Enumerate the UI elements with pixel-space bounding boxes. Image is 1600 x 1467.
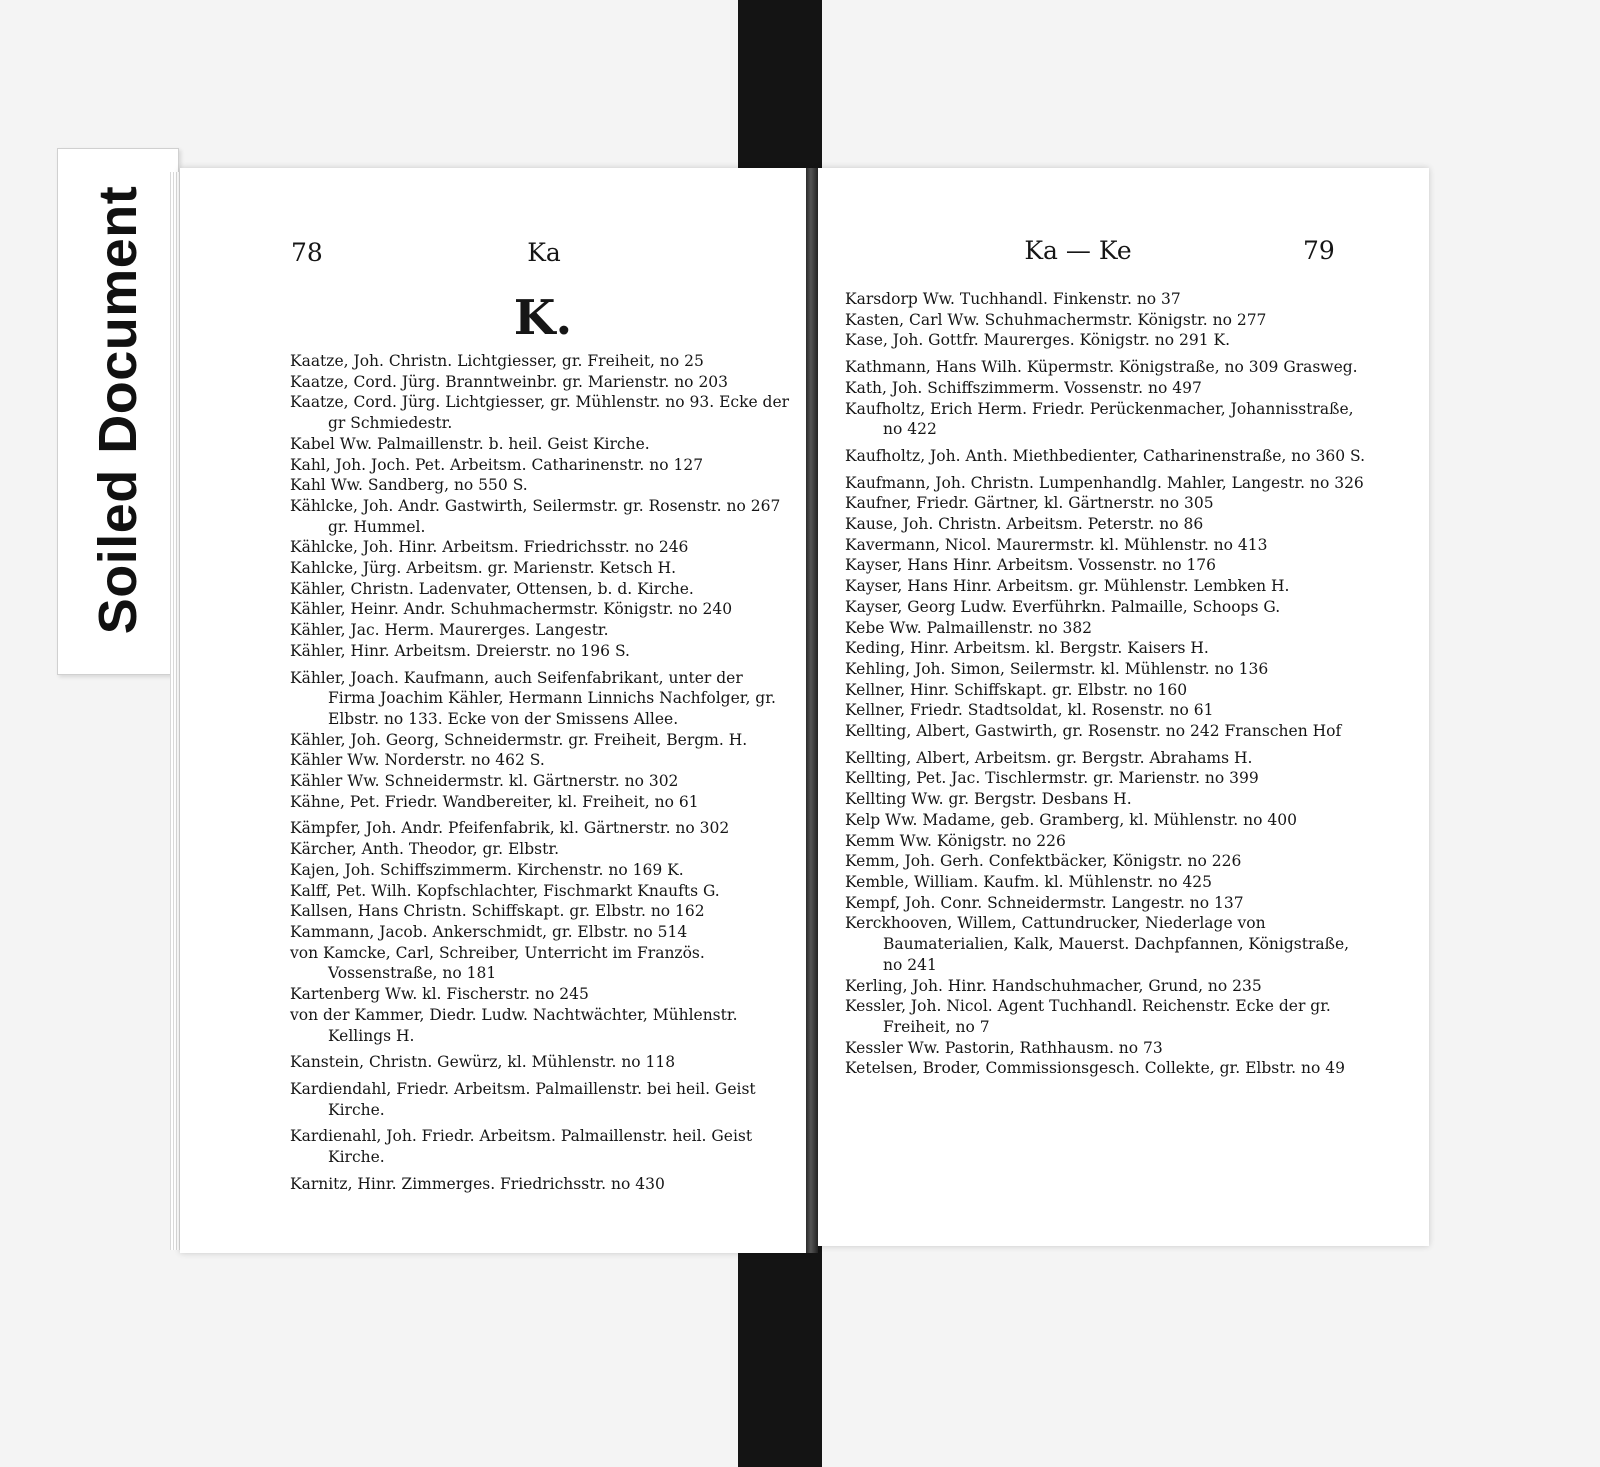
- directory-entry: Kerckhooven, Willem, Cattundrucker, Niederlage von Baumaterialien, Kalk, Mauerst. Dachpfannen, Königstraße, no 241: [845, 914, 1350, 974]
- directory-entry: Kähler, Joach. Kaufmann, auch Seifenfabrikant, unter der Firma Joachim Kähler, Hermann Linnichs Nachfolger, gr. Elbstr. no 133. Ecke von der Smissens Allee.: [290, 668, 776, 728]
- directory-entry: Kayser, Georg Ludw. Everführkn. Palmaille, Schoops G.: [845, 597, 1281, 616]
- book-gutter: [806, 168, 818, 1253]
- right-running-head: Ka — Ke: [1024, 236, 1132, 265]
- directory-entry: Kemm, Joh. Gerh. Confektbäcker, Königstr. no 226: [845, 852, 1242, 871]
- directory-entry: Kaufner, Friedr. Gärtner, kl. Gärtnerstr. no 305: [845, 494, 1214, 513]
- directory-entry: Kemble, William. Kaufm. kl. Mühlenstr. no 425: [845, 872, 1213, 891]
- directory-entry: Kahl Ww. Sandberg, no 550 S.: [290, 476, 528, 495]
- directory-entry: Kahlcke, Jürg. Arbeitsm. gr. Marienstr. Ketsch H.: [290, 559, 677, 578]
- left-entry-list: [290, 351, 790, 1194]
- left-running-head: Ka: [527, 238, 561, 267]
- directory-entry: Kähler, Hinr. Arbeitsm. Dreierstr. no 196 S.: [290, 641, 630, 660]
- directory-entry: Kelp Ww. Madame, geb. Gramberg, kl. Mühlenstr. no 400: [845, 810, 1297, 829]
- directory-entry: Kellner, Hinr. Schiffskapt. gr. Elbstr. no 160: [845, 680, 1188, 699]
- directory-entry: Kause, Joh. Christn. Arbeitsm. Peterstr. no 86: [845, 515, 1204, 534]
- directory-entry: Kähler Ww. Norderstr. no 462 S.: [290, 751, 545, 770]
- directory-entry: Kartenberg Ww. kl. Fischerstr. no 245: [290, 985, 589, 1004]
- directory-entry: Kahl, Joh. Joch. Pet. Arbeitsm. Catharinenstr. no 127: [290, 455, 704, 474]
- directory-entry: Kehling, Joh. Simon, Seilermstr. kl. Mühlenstr. no 136: [845, 659, 1269, 678]
- directory-entry: Kaatze, Cord. Jürg. Lichtgiesser, gr. Mühlenstr. no 93. Ecke der gr Schmiedestr.: [290, 393, 790, 433]
- directory-entry: Kärcher, Anth. Theodor, gr. Elbstr.: [290, 840, 560, 859]
- directory-entry: Kähler, Joh. Georg, Schneidermstr. gr. Freiheit, Bergm. H.: [290, 730, 748, 749]
- directory-entry: Kessler, Joh. Nicol. Agent Tuchhandl. Reichenstr. Ecke der gr. Freiheit, no 7: [845, 997, 1331, 1036]
- directory-entry: Keding, Hinr. Arbeitsm. kl. Bergstr. Kaisers H.: [845, 639, 1209, 658]
- directory-entry: Karnitz, Hinr. Zimmerges. Friedrichsstr. no 430: [290, 1174, 665, 1193]
- directory-entry: Kaufholtz, Joh. Anth. Miethbedienter, Catharinenstraße, no 360 S.: [845, 446, 1366, 465]
- directory-entry: Kellting, Pet. Jac. Tischlermstr. gr. Marienstr. no 399: [845, 769, 1259, 788]
- directory-entry: Kähler Ww. Schneidermstr. kl. Gärtnerstr. no 302: [290, 772, 679, 791]
- directory-entry: Kayser, Hans Hinr. Arbeitsm. gr. Mühlenstr. Lembken H.: [845, 577, 1290, 596]
- directory-entry: Karsdorp Ww. Tuchhandl. Finkenstr. no 37: [845, 290, 1181, 308]
- directory-entry: Kayser, Hans Hinr. Arbeitsm. Vossenstr. no 176: [845, 556, 1217, 575]
- directory-entry: Kebe Ww. Palmaillenstr. no 382: [845, 618, 1093, 637]
- right-page-number: 79: [1303, 236, 1335, 265]
- directory-entry: Kessler Ww. Pastorin, Rathhausm. no 73: [845, 1038, 1163, 1057]
- directory-entry: Kammann, Jacob. Ankerschmidt, gr. Elbstr. no 514: [290, 922, 688, 941]
- directory-entry: Kähler, Jac. Herm. Maurerges. Langestr.: [290, 621, 609, 640]
- right-entry-list: [845, 289, 1370, 1079]
- directory-entry: Kähler, Heinr. Andr. Schuhmachermstr. Königstr. no 240: [290, 600, 733, 619]
- soiled-document-label: Soiled Document: [88, 185, 148, 635]
- directory-entry: Kähne, Pet. Friedr. Wandbereiter, kl. Freiheit, no 61: [290, 792, 699, 811]
- directory-entry: Ketelsen, Broder, Commissionsgesch. Collekte, gr. Elbstr. no 49: [845, 1059, 1346, 1078]
- directory-entry: von der Kammer, Diedr. Ludw. Nachtwächter, Mühlenstr. Kellings H.: [290, 1005, 738, 1045]
- directory-entry: Kaufholtz, Erich Herm. Friedr. Perückenmacher, Johannisstraße, no 422: [845, 399, 1354, 439]
- directory-entry: Kaatze, Cord. Jürg. Branntweinbr. gr. Marienstr. no 203: [290, 372, 729, 391]
- directory-entry: Kalff, Pet. Wilh. Kopfschlachter, Fischmarkt Knaufts G.: [290, 881, 720, 900]
- left-page-number: 78: [291, 238, 323, 267]
- directory-entry: Kähler, Christn. Ladenvater, Ottensen, b. d. Kirche.: [290, 579, 694, 598]
- directory-entry: Kählcke, Joh. Hinr. Arbeitsm. Friedrichsstr. no 246: [290, 538, 689, 557]
- directory-entry: Kemm Ww. Königstr. no 226: [845, 831, 1066, 850]
- directory-entry: Kabel Ww. Palmaillenstr. b. heil. Geist Kirche.: [290, 434, 650, 453]
- bookmark-ribbon-bottom: [738, 1245, 822, 1467]
- directory-entry: Kathmann, Hans Wilh. Küpermstr. Königstraße, no 309 Grasweg.: [845, 358, 1358, 377]
- directory-entry: Kellting Ww. gr. Bergstr. Desbans H.: [845, 790, 1132, 809]
- directory-entry: Kallsen, Hans Christn. Schiffskapt. gr. Elbstr. no 162: [290, 902, 705, 921]
- directory-entry: von Kamcke, Carl, Schreiber, Unterricht im Französ. Vossenstraße, no 181: [290, 943, 705, 983]
- directory-entry: Kardienahl, Joh. Friedr. Arbeitsm. Palmaillenstr. heil. Geist Kirche.: [290, 1127, 753, 1167]
- directory-entry: Kämpfer, Joh. Andr. Pfeifenfabrik, kl. Gärtnerstr. no 302: [290, 819, 730, 838]
- directory-entry: Kellting, Albert, Gastwirth, gr. Rosenstr. no 242 Franschen Hof: [845, 722, 1342, 741]
- directory-entry: Kellting, Albert, Arbeitsm. gr. Bergstr. Abrahams H.: [845, 748, 1253, 767]
- directory-entry: Kajen, Joh. Schiffszimmerm. Kirchenstr. no 169 K.: [290, 860, 684, 879]
- directory-entry: Kählcke, Joh. Andr. Gastwirth, Seilermstr. gr. Rosenstr. no 267 gr. Hummel.: [290, 496, 781, 536]
- directory-entry: Kellner, Friedr. Stadtsoldat, kl. Rosenstr. no 61: [845, 701, 1214, 720]
- directory-entry: Kaufmann, Joh. Christn. Lumpenhandlg. Mahler, Langestr. no 326: [845, 473, 1364, 492]
- directory-entry: Kerling, Joh. Hinr. Handschuhmacher, Grund, no 235: [845, 976, 1262, 995]
- bookmark-ribbon-top: [738, 0, 822, 190]
- directory-entry: Kempf, Joh. Conr. Schneidermstr. Langestr. no 137: [845, 893, 1244, 912]
- directory-entry: Kavermann, Nicol. Maurermstr. kl. Mühlenstr. no 413: [845, 535, 1268, 554]
- directory-entry: Kath, Joh. Schiffszimmerm. Vossenstr. no 497: [845, 378, 1202, 397]
- directory-entry: Kase, Joh. Gottfr. Maurerges. Königstr. no 291 K.: [845, 331, 1231, 350]
- directory-entry: Kasten, Carl Ww. Schuhmachermstr. Königstr. no 277: [845, 310, 1267, 329]
- directory-entry: Kaatze, Joh. Christn. Lichtgiesser, gr. Freiheit, no 25: [290, 352, 704, 370]
- section-letter: K.: [513, 290, 573, 346]
- directory-entry: Kardiendahl, Friedr. Arbeitsm. Palmaillenstr. bei heil. Geist Kirche.: [290, 1079, 756, 1119]
- directory-entry: Kanstein, Christn. Gewürz, kl. Mühlenstr. no 118: [290, 1053, 676, 1072]
